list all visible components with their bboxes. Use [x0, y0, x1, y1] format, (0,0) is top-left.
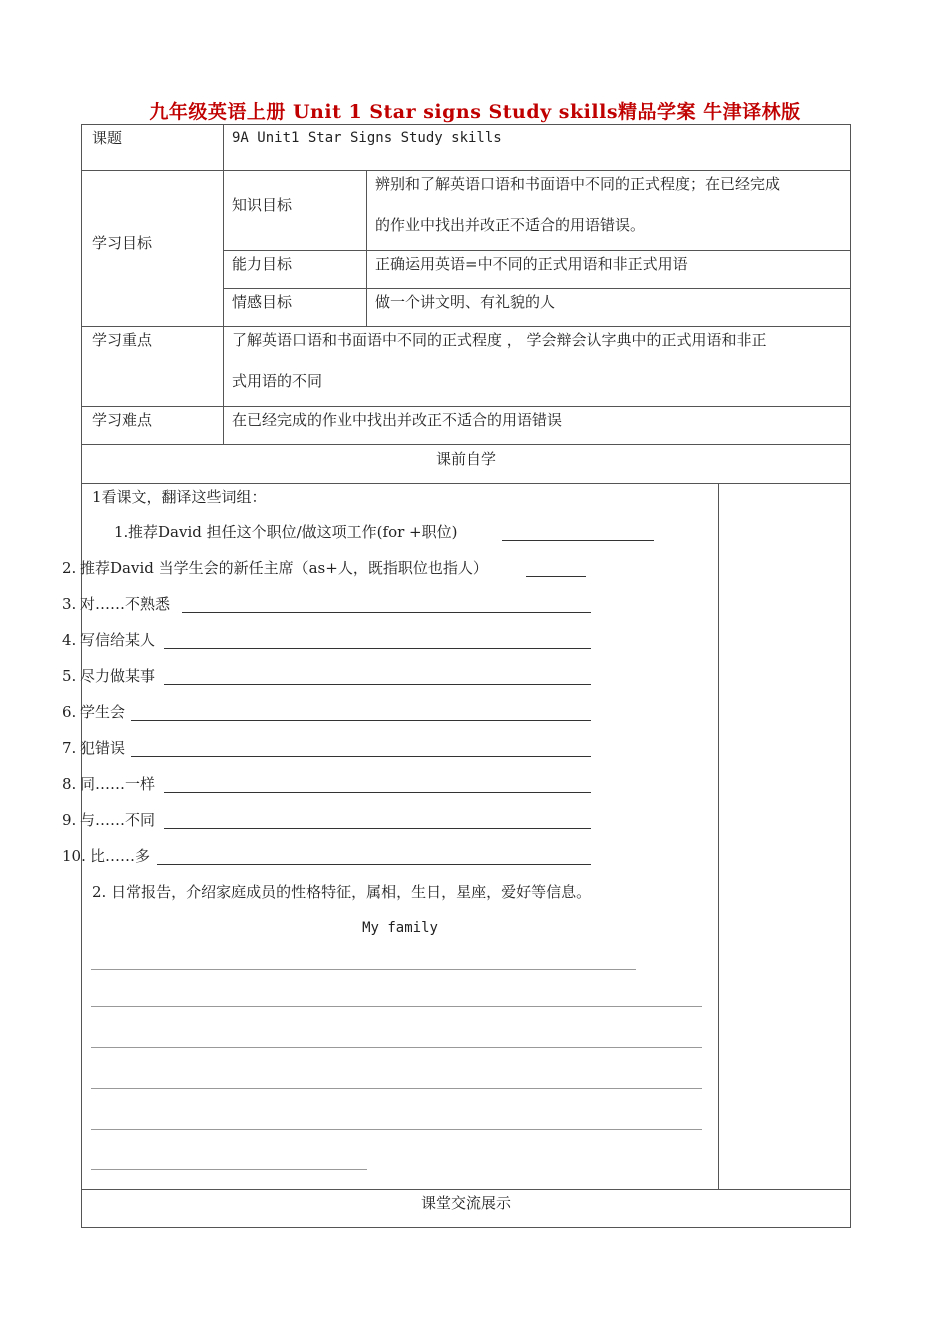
writing-line[interactable]	[91, 1129, 702, 1130]
item-number: 8.	[62, 775, 77, 793]
difficulty-value: 在已经完成的作业中找出并改正不适合的用语错误	[232, 411, 563, 429]
focus-line-1: 了解英语口语和书面语中不同的正式程度 ， 学会辩会认字典中的正式用语和非正	[232, 331, 767, 349]
answer-line[interactable]	[502, 540, 654, 541]
writing-line[interactable]	[91, 1006, 702, 1007]
knowledge-label: 知识目标	[232, 196, 293, 214]
class-exchange-header: 课堂交流展示	[420, 1194, 511, 1212]
answer-line[interactable]	[164, 792, 591, 793]
objectives-label: 学习目标	[92, 234, 153, 252]
essay-title: My family	[362, 920, 438, 936]
topic-value: 9A Unit1 Star Signs Study skills	[232, 130, 502, 146]
answer-line[interactable]	[131, 720, 591, 721]
ability-value: 正确运用英语=中不同的正式用语和非正式用语	[375, 255, 688, 273]
preview-header: 课前自学	[435, 450, 496, 468]
item-text: 学生会	[80, 703, 126, 721]
item-text: 推荐David 担任这个职位/做这项工作(for +职位)	[128, 523, 458, 541]
item-number: 4.	[62, 631, 77, 649]
answer-line[interactable]	[164, 828, 591, 829]
item-text: 犯错误	[80, 739, 126, 757]
item-text: 与……不同	[80, 811, 156, 829]
item-text: 同……一样	[80, 775, 156, 793]
knowledge-line-1: 辨别和了解英语口语和书面语中不同的正式程度；在已经完成	[375, 175, 781, 193]
answer-line[interactable]	[526, 576, 586, 577]
item-number: 7.	[62, 739, 77, 757]
item-number: 6.	[62, 703, 77, 721]
item-number: 2.	[62, 559, 77, 577]
item-number: 9.	[62, 811, 77, 829]
answer-line[interactable]	[157, 864, 591, 865]
emotion-value: 做一个讲文明、有礼貌的人	[375, 293, 556, 311]
item-number: 5.	[62, 667, 77, 685]
item-text: 对……不熟悉	[80, 595, 171, 613]
item-number: 10.	[62, 847, 86, 865]
focus-label: 学习重点	[92, 331, 153, 349]
task-2-instruction: 2. 日常报告，介绍家庭成员的性格特征，属相，生日，星座，爱好等信息。	[92, 883, 592, 901]
item-text: 尽力做某事	[80, 667, 156, 685]
lesson-table	[81, 124, 851, 1228]
answer-line[interactable]	[164, 648, 591, 649]
item-text: 推荐David 当学生会的新任主席（as+人，既指职位也指人）	[80, 559, 488, 577]
item-text: 比……多	[90, 847, 151, 865]
document-title: 九年级英语上册 Unit 1 Star signs Study skills精品学案 牛津译林版	[149, 101, 801, 123]
answer-line[interactable]	[131, 756, 591, 757]
writing-line[interactable]	[91, 1088, 702, 1089]
exercise-instruction: 1看课文，翻译这些词组：	[92, 488, 267, 506]
knowledge-line-2: 的作业中找出并改正不适合的用语错误。	[375, 216, 646, 234]
writing-line[interactable]	[91, 1047, 702, 1048]
focus-line-2: 式用语的不同	[232, 372, 323, 390]
emotion-label: 情感目标	[232, 293, 293, 311]
writing-line[interactable]	[91, 969, 636, 970]
ability-label: 能力目标	[232, 255, 293, 273]
item-number: 1.	[114, 523, 129, 541]
writing-line[interactable]	[91, 1169, 367, 1170]
topic-label: 课题	[92, 129, 123, 147]
item-text: 写信给某人	[80, 631, 156, 649]
difficulty-label: 学习难点	[92, 411, 153, 429]
answer-line[interactable]	[182, 612, 591, 613]
item-number: 3.	[62, 595, 77, 613]
answer-line[interactable]	[164, 684, 591, 685]
